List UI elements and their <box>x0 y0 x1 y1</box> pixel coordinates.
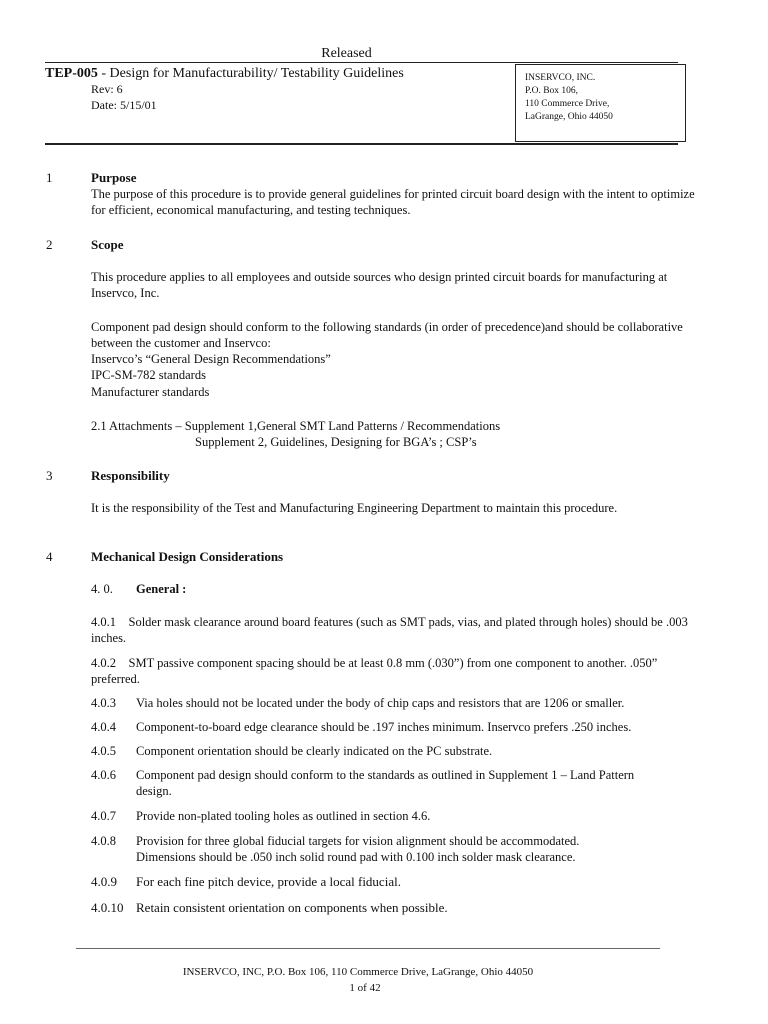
scope-paragraph: Component pad design should conform to the following standards (in order of precedence)and should be collaborative between the customer and Inservco: <box>91 320 683 350</box>
list-item-text: Solder mask clearance around board features (such as SMT pads, vias, and plated through holes) should be .003 inches. <box>91 615 688 645</box>
list-item-text: Via holes should not be located under the body of chip caps and resistors that are 1206 or smaller. <box>136 696 625 710</box>
company-address-line: P.O. Box 106, <box>525 86 579 96</box>
section-number: 1 <box>46 170 53 185</box>
list-item-number: 4.0.6 <box>91 768 116 782</box>
list-item <box>91 614 701 646</box>
header-bottom-rule <box>45 143 678 145</box>
section-number: 2 <box>46 237 53 252</box>
section-title-scope: Scope <box>91 237 124 252</box>
list-item-text: Component pad design should conform to the standards as outlined in Supplement 1 – Land Pattern design. <box>136 768 635 798</box>
list-item-number: 4.0.2 <box>91 656 116 670</box>
list-item-number: 4.0.7 <box>91 809 116 823</box>
attachments-line: 2.1 Attachments – Supplement 1,General SMT Land Patterns / Recommendations <box>91 419 501 433</box>
standard-item: IPC-SM-782 standards <box>91 368 206 382</box>
company-address-line: 110 Commerce Drive, <box>525 99 610 109</box>
subsection-number: 4. 0. <box>91 582 113 596</box>
document-id: TEP-005 <box>45 66 98 81</box>
purpose-text: The purpose of this procedure is to provide general guidelines for printed circuit board design with the intent to optimize for efficient, economical manufacturing, and testing techniques. <box>91 187 695 217</box>
document-title-text: - Design for Manufacturability/ Testability Guidelines <box>97 66 404 81</box>
footer-address: INSERVCO, INC, P.O. Box 106, 110 Commerce Drive, LaGrange, Ohio 44050 <box>182 966 534 978</box>
revision-date: Date: 5/15/01 <box>91 98 157 112</box>
document-status: Released <box>321 46 372 61</box>
revision: Rev: 6 <box>91 82 123 96</box>
responsibility-text: It is the responsibility of the Test and Manufacturing Engineering Department to maintain this procedure. <box>91 501 618 515</box>
list-item-text: SMT passive component spacing should be at least 0.8 mm (.030”) from one component to another. .050” preferred. <box>91 656 658 686</box>
list-item-number: 4.0.4 <box>91 720 116 734</box>
company-address-line: LaGrange, Ohio 44050 <box>525 112 613 122</box>
standard-item: Manufacturer standards <box>91 385 210 399</box>
list-item-text: Component orientation should be clearly indicated on the PC substrate. <box>136 744 493 758</box>
list-item-number: 4.0.3 <box>91 696 116 710</box>
list-item-text: Component-to-board edge clearance should be .197 inches minimum. Inservco prefers .250 inches. <box>136 720 632 734</box>
company-address-line: INSERVCO, INC. <box>525 73 596 83</box>
section-title-mechanical-design: Mechanical Design Considerations <box>91 549 284 564</box>
document-title <box>45 66 404 82</box>
list-item <box>91 655 701 687</box>
list-item-number: 4.0.8 <box>91 834 116 848</box>
attachments-line: Supplement 2, Guidelines, Designing for BGA’s ; CSP’s <box>195 435 477 449</box>
list-item-number: 4.0.1 <box>91 615 116 629</box>
scope-paragraph: This procedure applies to all employees and outside sources who design printed circuit boards for manufacturing at Inservco, Inc. <box>91 270 668 300</box>
section-title-responsibility: Responsibility <box>91 468 170 483</box>
section-number: 4 <box>46 549 53 564</box>
list-item-text: For each fine pitch device, provide a local fiducial. <box>136 874 401 889</box>
standard-item: Inservco’s “General Design Recommendations” <box>91 352 331 366</box>
footer-rule <box>76 948 660 949</box>
header-top-rule <box>45 62 678 63</box>
company-address-box <box>515 64 686 142</box>
section-number: 3 <box>46 468 53 483</box>
list-item-number: 4.0.10 <box>91 900 124 915</box>
list-item-number: 4.0.5 <box>91 744 116 758</box>
page-number: 1 of 42 <box>349 982 381 994</box>
list-item-text: Retain consistent orientation on components when possible. <box>136 900 448 915</box>
section-title-purpose: Purpose <box>91 170 137 185</box>
list-item-number: 4.0.9 <box>91 874 117 889</box>
list-item-text: Provision for three global fiducial targets for vision alignment should be accommodated. Dimensions should be .050 inch solid round pad with 0.100 inch solder mask clearance. <box>136 834 580 864</box>
subsection-title-general: General : <box>136 582 187 596</box>
list-item-text: Provide non-plated tooling holes as outlined in section 4.6. <box>136 809 431 823</box>
